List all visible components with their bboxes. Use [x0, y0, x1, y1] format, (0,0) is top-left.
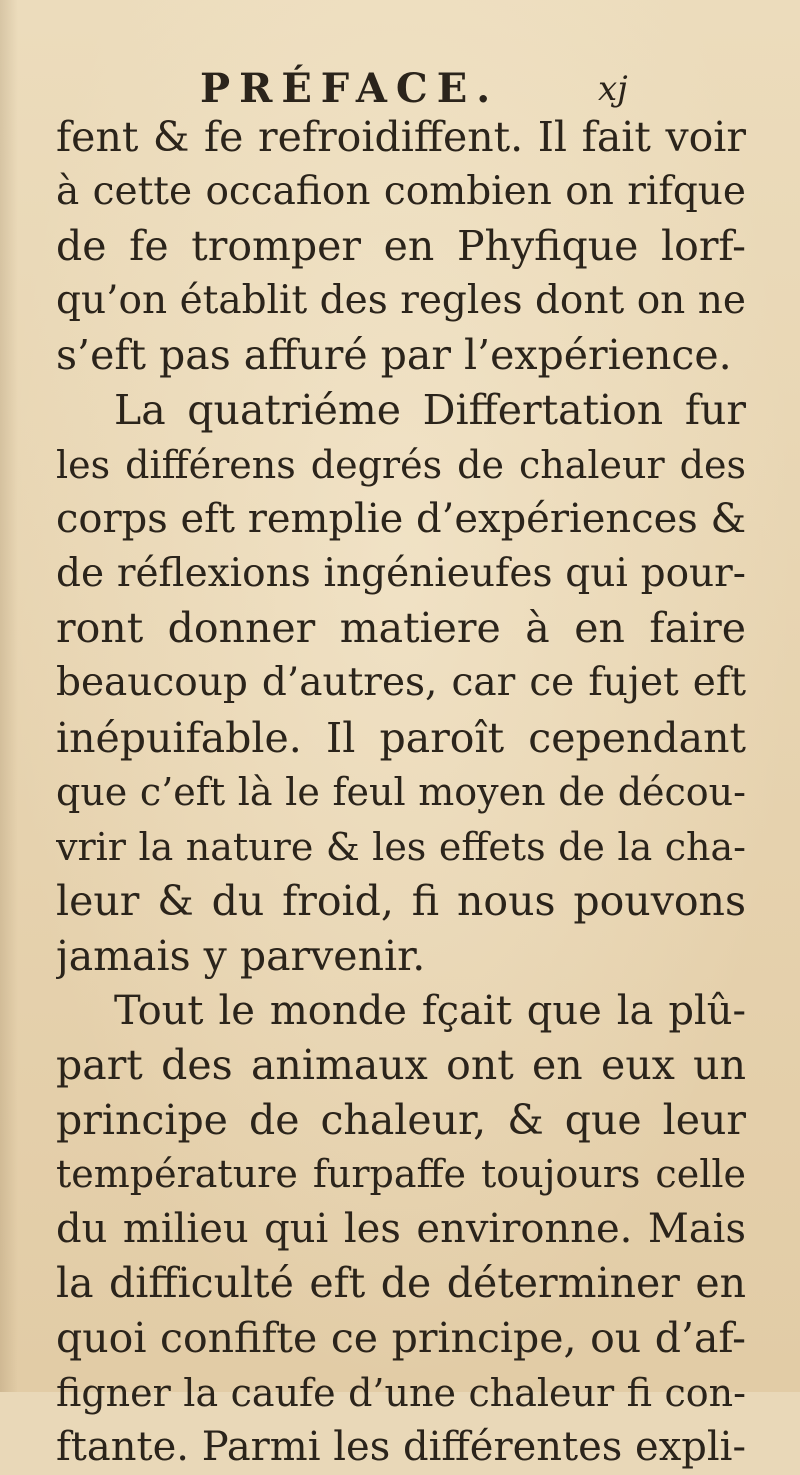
text-line: que c’eft là le feul moyen de décou-	[56, 770, 746, 815]
text-line: inépuifable. Il paroît cependant	[56, 713, 746, 762]
text-line: ront donner matiere à en faire	[56, 604, 746, 653]
page-header	[0, 64, 800, 114]
running-title: PRÉFACE.	[200, 65, 500, 112]
text-line: beaucoup d’autres, car ce fujet eft	[56, 659, 746, 705]
text-line: du milieu qui les environne. Mais	[56, 1205, 746, 1252]
text-line: corps eft remplie d’expériences &	[56, 496, 746, 543]
text-line: La quatriéme Differtation fur	[114, 385, 746, 434]
text-line: leur & du froid, fi nous pouvons	[56, 877, 746, 926]
text-line: jamais y parvenir.	[56, 931, 426, 980]
text-line: quoi confifte ce principe, ou d’af-	[56, 1314, 746, 1363]
body-text	[56, 110, 746, 1475]
text-line: part des animaux ont en eux un	[56, 1041, 746, 1090]
text-line: les différens degrés de chaleur des	[56, 442, 746, 487]
text-line: vrir la nature & les effets de la cha-	[56, 824, 746, 869]
text-line: de fe tromper en Phyfique lorf-	[56, 222, 746, 271]
text-line: fent & fe refroidiffent. Il fait voir	[56, 113, 746, 161]
text-line: s’eft pas affuré par l’expérience.	[56, 331, 732, 380]
text-line: Tout le monde fçait que la plû-	[114, 987, 746, 1034]
text-line: principe de chaleur, & que leur	[56, 1095, 746, 1144]
page-number: xj	[598, 69, 628, 109]
text-line: figner la caufe d’une chaleur fi con-	[56, 1370, 746, 1415]
text-line: de réflexions ingénieufes qui pour-	[56, 550, 746, 596]
text-line: la difficulté eft de déterminer en	[56, 1259, 746, 1308]
text-line: à cette occafion combien on rifque	[56, 168, 746, 214]
text-line: qu’on établit des regles dont on ne	[56, 277, 746, 323]
text-line: ftante. Parmi les différentes expli-	[56, 1424, 746, 1471]
text-line: température furpaffe toujours celle	[56, 1152, 746, 1197]
